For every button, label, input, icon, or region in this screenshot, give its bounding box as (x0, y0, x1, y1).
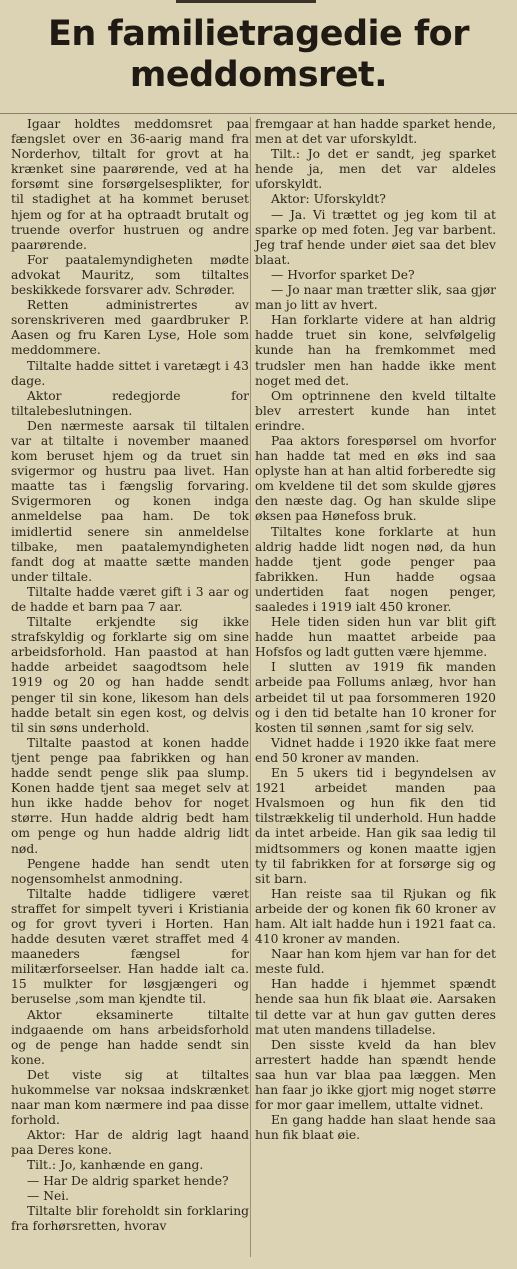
paragraph: Det viste sig at tiltaltes hukommelse var noksaa indskrænket naar man kom nærmere ind paa disse forhold. (11, 1067, 249, 1128)
paragraph: For paatalemyndigheten mødte advokat Mauritz, som tiltaltes beskikkede forsvarer adv. Schrøder. (11, 252, 249, 298)
top-rule (176, 0, 316, 3)
paragraph: Tiltalte paastod at konen hadde tjent penge paa fabrikken og han hadde sendt penge slik paa slump. Konen hadde tjent saa meget selv at hun ikke hadde behov for noget større. Hun hadde aldrig bedt ham om penge og hun hadde aldrig lidt nød. (11, 735, 249, 856)
paragraph: Tiltaltes kone forklarte at hun aldrig hadde lidt nogen nød, da hun hadde tjent gode penger paa fabrikken. Hun hadde ogsaa undertiden faat nogen penger, saaledes i 1919 ialt 450 kroner. (255, 524, 496, 614)
paragraph: Retten administrertes av sorenskriveren med gaardbruker P. Aasen og fru Karen Lyse, Hole som meddommere. (11, 298, 249, 358)
paragraph: Tiltalte blir foreholdt sin forklaring fra forhørsretten, hvorav (11, 1203, 249, 1233)
paragraph: Tiltalte hadde tidligere været straffet for simpelt tyveri i Kristiania og for grovt tyveri i Horten. Han hadde desuten været straffet med 4 maaneders fængsel for militærforseelser. Han hadde ialt ca. 15 mulkter for løsgjængeri og beruselse ,som man kjendte til. (11, 886, 249, 1007)
paragraph: En 5 ukers tid i begyndelsen av 1921 arbeidet manden paa Hvalsmoen og hun fik den tid tilstrækkelig til underhold. Hun hadde da intet arbeide. Han gik saa ledig til midtsommers og konen maatte igjen ty til fabrikken for at forsørge sig og sit barn. (255, 766, 496, 886)
paragraph: Igaar holdtes meddomsret paa fængslet over en 36-aarig mand fra Norderhov, tiltalt for grovt at ha krænket sine paarørende, ved at ha forsømt sine forsørgelsesplikter, for til stadighet at ha kommet beruset hjem og for at ha optraadt brutalt og truende overfor hustruen og andre paarørende. (11, 117, 249, 252)
paragraph: Han hadde i hjemmet spændt hende saa hun fik blaat øie. Aarsaken til dette var at hun gav gutten deres mat uten mandens tilladelse. (255, 977, 496, 1037)
paragraph: Tilt.: Jo det er sandt, jeg sparket hende ja, men det var aldeles uforskyldt. (255, 147, 496, 192)
headline-divider (0, 113, 517, 114)
paragraph: Hele tiden siden hun var blit gift hadde hun maattet arbeide paa Hofsfos og ladt gutten være hjemme. (255, 615, 496, 660)
paragraph: Tiltalte erkjendte sig ikke strafskyldig og forklarte sig om sine arbeidsforhold. Han paastod at han hadde arbeidet saagodtsom hele 1919 og 20 og han hadde sendt penger til sin kone, likesom han dels hadde betalt sin egen kost, og delvis til sin søns underhold. (11, 615, 249, 735)
paragraph: Naar han kom hjem var han for det meste fuld. (255, 947, 496, 977)
paragraph: Den nærmeste aarsak til tiltalen var at tiltalte i november maaned kom beruset hjem og da truet sin svigermor og hustru paa livet. Han maatte tas i fængslig forvaring. Svigermoren og konen indga anmeldelse paa ham. De tok imidlertid senere sin anmeldelse tilbake, men paatalemyndigheten fandt dog at maatte sætte manden under tiltale. (11, 418, 249, 584)
paragraph: fremgaar at han hadde sparket hende, men at det var uforskyldt. (255, 117, 496, 147)
paragraph: Pengene hadde han sendt uten nogensomhelst anmodning. (11, 856, 249, 886)
paragraph: — Ja. Vi trættet og jeg kom til at sparke op med foten. Jeg var barbent. Jeg traf hende under øiet saa det blev blaat. (255, 207, 496, 267)
paragraph: Vidnet hadde i 1920 ikke faat mere end 50 kroner av manden. (255, 735, 496, 765)
paragraph: Aktor eksaminerte tiltalte indgaaende om hans arbeidsforhold og de penge han hadde sendt sin kone. (11, 1007, 249, 1067)
paragraph: — Hvorfor sparket De? (270, 267, 415, 282)
paragraph: Han reiste saa til Rjukan og fik arbeide der og konen fik 60 kroner av ham. Alt ialt hadde hun i 1921 faat ca. 410 kroner av manden. (255, 886, 496, 947)
paragraph: En gang hadde han slaat hende saa hun fik blaat øie. (255, 1113, 496, 1143)
paragraph: — Jo naar man trætter slik, saa gjør man jo litt av hvert. (255, 283, 496, 313)
article-column-left (11, 117, 249, 1234)
paragraph: Tilt.: Jo, kanhænde en gang. (26, 1158, 204, 1173)
article-column-right (255, 117, 496, 1143)
paragraph: — Nei. (26, 1188, 70, 1203)
paragraph: I slutten av 1919 fik manden arbeide paa Follums anlæg, hvor han arbeidet til ut paa forsommeren 1920 og i den tid betalte han 10 kroner for kosten til sønnen ,samt for sig selv. (255, 660, 496, 735)
headline-line-1: En familietragedie for (48, 14, 469, 54)
paragraph: Aktor redegjorde for tiltalebeslutningen. (11, 388, 249, 418)
paragraph: Paa aktors forespørsel om hvorfor han hadde tat med en øks ind saa oplyste han at han altid forberedte sig om kveldene til det som skulde gjøres den næste dag. Og han skulde slipe øksen paa Hønefoss bruk. (255, 433, 496, 524)
paragraph: Aktor: Har de aldrig lagt haand paa Deres kone. (11, 1128, 249, 1158)
paragraph: Tiltalte hadde været gift i 3 aar og de hadde et barn paa 7 aar. (11, 584, 249, 614)
paragraph: Aktor: Uforskyldt? (270, 192, 386, 207)
paragraph: Tiltalte hadde sittet i varetægt i 43 dage. (11, 358, 249, 388)
column-rule (250, 117, 251, 1257)
paragraph: Han forklarte videre at han aldrig hadde truet sin kone, selvfølgelig kunde han ha fremkommet med trudsler men han hadde ikke ment noget med det. (255, 313, 496, 388)
headline-line-2: meddomsret. (129, 55, 388, 95)
paragraph: — Har De aldrig sparket hende? (26, 1173, 229, 1188)
headline (0, 14, 517, 96)
paragraph: Den sisste kveld da han blev arrestert hadde han spændt hende saa hun var blaa paa læggen. Men han faar jo ikke gjort mig noget større for mor gaar imellem, uttalte vidnet. (255, 1037, 496, 1113)
paragraph: Om optrinnene den kveld tiltalte blev arrestert kunde han intet erindre. (255, 388, 496, 433)
